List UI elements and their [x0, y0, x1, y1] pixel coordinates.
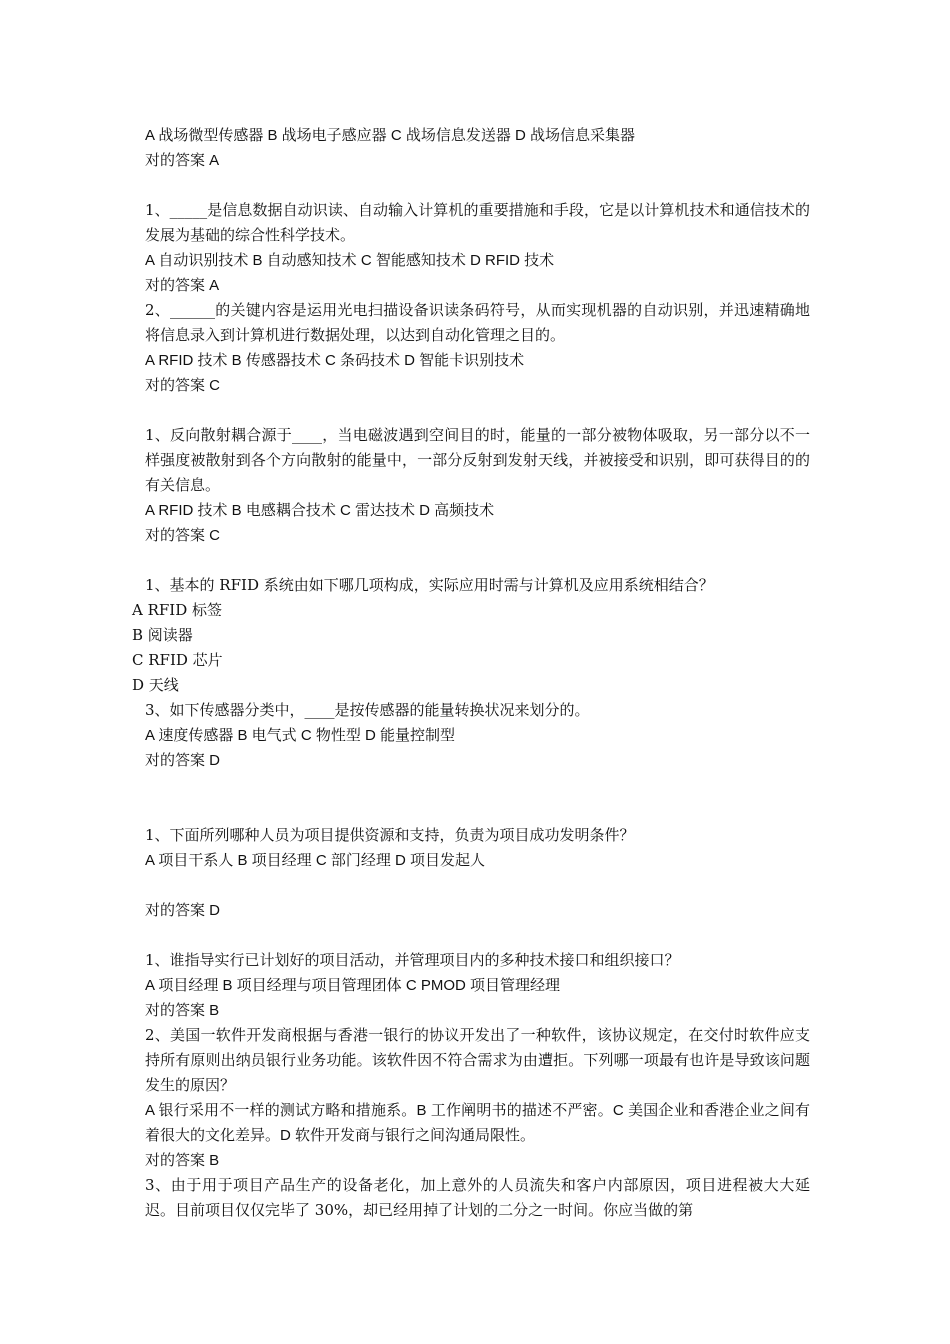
block2-question-1: 1、_____是信息数据自动识读、自动输入计算机的重要措施和手段，它是以计算机技术和通信技术的发展为基础的综合性科学技术。	[145, 201, 810, 244]
block4-question-3-options: A 速度传感器 B 电气式 C 物性型 D 能量控制型	[145, 727, 456, 744]
block6-question-3: 3、由于用于项目产品生产的设备老化，加上意外的人员流失和客户内部原因，项目进程被大大延迟。目前项目仅仅完毕了 30%，却已经用掉了计划的二分之一时间。你应当做的第	[145, 1176, 810, 1219]
block2-question-1-options: A 自动识别技术 B 自动感知技术 C 智能感知技术 D RFID 技术	[145, 252, 555, 269]
block4-question-3-answer: 对的答案 D	[145, 752, 221, 769]
document-body	[132, 123, 810, 1223]
block5-question-1-answer: 对的答案 D	[145, 902, 221, 919]
block1-answer: 对的答案 A	[145, 152, 220, 169]
block2-question-2-options: A RFID 技术 B 传感器技术 C 条码技术 D 智能卡识别技术	[145, 352, 525, 369]
block2-question-2-answer: 对的答案 C	[145, 377, 221, 394]
spacer	[145, 173, 810, 198]
spacer	[145, 923, 810, 948]
block4-choice-d: D 天线	[132, 676, 179, 694]
block5-question-1-options: A 项目干系人 B 项目经理 C 部门经理 D 项目发起人	[145, 852, 486, 869]
spacer	[145, 773, 810, 823]
block4-question-1: 1、基本的 RFID 系统由如下哪几项构成，实际应用时需与计算机及应用系统相结合？	[145, 576, 714, 594]
block3-question-1-options: A RFID 技术 B 电感耦合技术 C 雷达技术 D 高频技术	[145, 502, 495, 519]
block5-question-1: 1、下面所列哪种人员为项目提供资源和支持，负责为项目成功发明条件？	[145, 826, 635, 844]
spacer	[145, 873, 810, 898]
block6-question-1: 1、谁指导实行已计划好的项目活动，并管理项目内的多种技术接口和组织接口？	[145, 951, 680, 969]
spacer	[145, 548, 810, 573]
block3-question-1: 1、反向散射耦合源于____，当电磁波遇到空间目的时，能量的一部分被物体吸取，另一部分以不一样强度被散射到各个方向散射的能量中，一部分反射到发射天线，并被接受和识别，即可获得目的的有关信息。	[145, 426, 810, 494]
block4-question-3: 3、如下传感器分类中，____是按传感器的能量转换状况来划分的。	[145, 701, 590, 719]
block6-question-1-answer: 对的答案 B	[145, 1002, 220, 1019]
block4-choice-c: C RFID 芯片	[132, 651, 223, 669]
block6-question-1-options: A 项目经理 B 项目经理与项目管理团体 C PMOD 项目管理经理	[145, 977, 561, 994]
block4-choice-a: A RFID 标签	[132, 601, 223, 619]
block6-question-2-options: A 银行采用不一样的测试方略和措施系。B 工作阐明书的描述不严密。C 美国企业和香港企业之间有着很大的文化差异。D 软件开发商与银行之间沟通局限性。	[145, 1102, 810, 1144]
block1-options: A 战场微型传感器 B 战场电子感应器 C 战场信息发送器 D 战场信息采集器	[145, 127, 636, 144]
block6-question-2-answer: 对的答案 B	[145, 1152, 220, 1169]
block2-question-2: 2、______的关键内容是运用光电扫描设备识读条码符号，从而实现机器的自动识别，并迅速精确地将信息录入到计算机进行数据处理，以达到自动化管理之目的。	[145, 301, 810, 344]
block4-choice-b: B 阅读器	[132, 626, 193, 644]
block3-question-1-answer: 对的答案 C	[145, 527, 221, 544]
spacer	[145, 398, 810, 423]
block2-question-1-answer: 对的答案 A	[145, 277, 220, 294]
block6-question-2: 2、美国一软件开发商根据与香港一银行的协议开发出了一种软件，该协议规定，在交付时软件应支持所有原则出纳员银行业务功能。该软件因不符合需求为由遭拒。下列哪一项最有也许是导致该问题发生的原因？	[145, 1026, 810, 1094]
